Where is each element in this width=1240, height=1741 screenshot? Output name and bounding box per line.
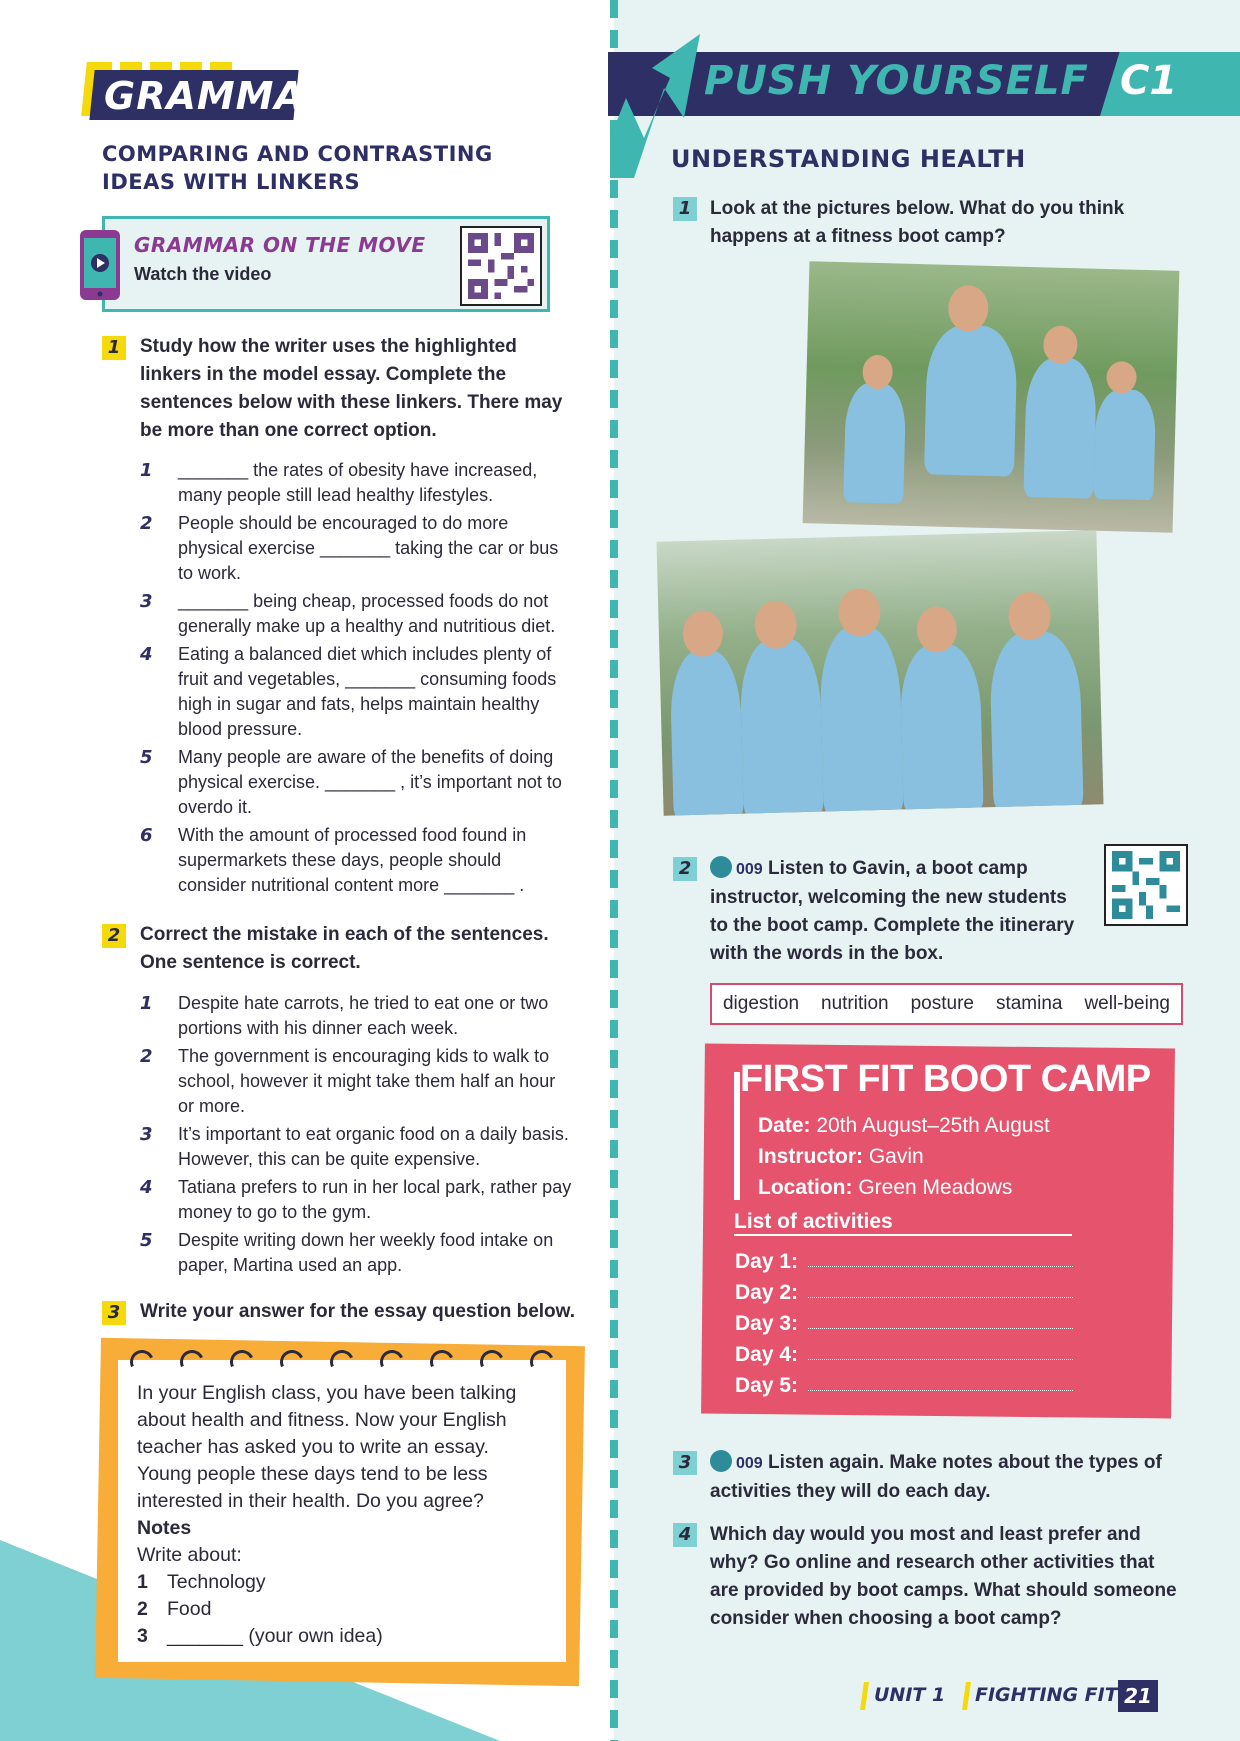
essay-prompt: In your English class, you have been talking about health and fitness. Now your English teacher has asked you to write an essay. [137, 1382, 517, 1458]
exercise-instruction: Correct the mistake in each of the sentences. One sentence is correct. [140, 924, 549, 973]
phone-play-icon [78, 228, 122, 302]
day-answer-line[interactable] [808, 1266, 1073, 1267]
list-item: 1 _______ the rates of obesity have increased, many people still lead healthy lifestyles. [140, 460, 538, 505]
audio-icon[interactable] [710, 1450, 732, 1472]
essay-point: 2 Food [137, 1598, 212, 1620]
activities-label: List of activities [734, 1210, 893, 1233]
health-subheading: UNDERSTANDING HEALTH [671, 145, 1026, 173]
exercise-instruction: Which day would you most and least prefer and why? Go online and research other activities that are provided by boot camps. What should someone consider when choosing a boot camp? [710, 1524, 1177, 1629]
list-item: 3 _______ being cheap, processed foods do not generally make up a healthy and nutritious diet. [140, 591, 556, 636]
footer-unit: UNIT 1 [874, 1684, 946, 1706]
list-item: 3 It’s important to eat organic food on a daily basis. However, this can be quite expensive. [140, 1124, 569, 1169]
qr-code-icon[interactable] [1104, 844, 1188, 926]
activities-underline [734, 1234, 1072, 1236]
audio-track: 009 [736, 861, 763, 878]
exercise-instruction: 009 Listen to Gavin, a boot camp instructor, welcoming the new students to the boot camp. Complete the itinerary with the words in the box. [710, 855, 1090, 968]
word-box-item: nutrition [821, 993, 889, 1014]
day-answer-line[interactable] [808, 1297, 1073, 1298]
list-item: 5 Despite writing down her weekly food intake on paper, Martina used an app. [140, 1230, 554, 1275]
itinerary-instructor: Instructor: Gavin [758, 1145, 924, 1168]
day-label: Day 4: [735, 1343, 799, 1366]
level-badge: C1 [1120, 58, 1178, 104]
exercise-number: 3 [102, 1301, 126, 1325]
day-label: Day 2: [735, 1281, 799, 1304]
itinerary-location: Location: Green Meadows [758, 1176, 1013, 1199]
word-box-item: well-being [1084, 993, 1170, 1014]
day-label: Day 3: [735, 1312, 799, 1335]
word-box-item: stamina [995, 993, 1063, 1014]
essay-point: 1 Technology [137, 1571, 266, 1593]
grammar-subheading: COMPARING AND CONTRASTING IDEAS WITH LINKERS [102, 142, 493, 194]
exercise-number: 1 [102, 336, 126, 360]
audio-track: 009 [736, 1455, 763, 1472]
exercise-instruction: Look at the pictures below. What do you think happens at a fitness boot camp? [710, 198, 1125, 247]
exercise-number: 3 [673, 1451, 697, 1475]
exercise-number: 4 [673, 1523, 697, 1547]
title-accent-dashes [90, 62, 240, 70]
boot-camp-photo-running [803, 261, 1180, 533]
day-label: Day 5: [735, 1374, 799, 1397]
boot-camp-photo-group [656, 530, 1103, 815]
day-answer-line[interactable] [808, 1359, 1073, 1360]
list-item: 5 Many people are aware of the benefits of doing physical exercise. _______ , it’s important not to overdo it. [140, 747, 562, 817]
exercise-instruction: Write your answer for the essay question below. [140, 1301, 575, 1322]
list-item: 6 With the amount of processed food found in supermarkets these days, people should consider nutritional content more _______ . [140, 825, 527, 895]
watch-video-label[interactable]: Watch the video [134, 264, 272, 284]
list-item: 2 The government is encouraging kids to walk to school, however it might take them half an hour or more. [140, 1046, 556, 1116]
list-item: 4 Eating a balanced diet which includes plenty of fruit and vegetables, _______ consuming foods high in sugar and fats, helps maintain healthy blood pressure. [140, 644, 557, 739]
itinerary-title: FIRST FIT BOOT CAMP [740, 1058, 1151, 1100]
page-number: 21 [1118, 1680, 1158, 1712]
essay-task [137, 1380, 557, 1650]
column-divider [610, 0, 618, 1741]
audio-icon[interactable] [710, 856, 732, 878]
exercise-number: 2 [673, 857, 697, 881]
list-item: 4 Tatiana prefers to run in her local park, rather pay money to go to the gym. [140, 1177, 572, 1222]
essay-question: Young people these days tend to be less interested in their health. Do you agree? [137, 1463, 488, 1512]
exercise-instruction: Study how the writer uses the highlighted linkers in the model essay. Complete the sentences below with these linkers. There may be more than one correct option. [140, 336, 563, 441]
day-answer-line[interactable] [808, 1328, 1073, 1329]
list-item: 1 Despite hate carrots, he tried to eat one or two portions with his dinner each week. [140, 993, 549, 1038]
qr-code-icon[interactable] [460, 226, 542, 306]
push-yourself-title: PUSH YOURSELF [704, 58, 1089, 104]
day-label: Day 1: [735, 1250, 799, 1273]
write-about-label: Write about: [137, 1544, 242, 1566]
exercise1-list [140, 458, 572, 901]
day-answer-line[interactable] [808, 1390, 1073, 1391]
grammar-on-the-move-title: GRAMMAR ON THE MOVE [134, 233, 426, 257]
exercise-instruction: 009 Listen again. Make notes about the types of activities they will do each day. [710, 1449, 1180, 1506]
notes-label: Notes [137, 1517, 192, 1539]
itinerary-date: Date: 20th August–25th August [758, 1114, 1050, 1137]
footer-unit-title: FIGHTING FIT [975, 1684, 1118, 1706]
word-box [710, 983, 1183, 1025]
essay-point: 3 _______ (your own idea) [137, 1625, 383, 1647]
word-box-item: digestion [722, 993, 800, 1014]
exercise2-list [140, 991, 572, 1281]
exercise-number: 1 [673, 197, 697, 221]
list-item: 2 People should be encouraged to do more physical exercise _______ taking the car or bus to work. [140, 513, 559, 583]
word-box-item: posture [910, 993, 974, 1014]
section-title: GRAMMAR [104, 74, 336, 118]
exercise-number: 2 [102, 924, 126, 948]
